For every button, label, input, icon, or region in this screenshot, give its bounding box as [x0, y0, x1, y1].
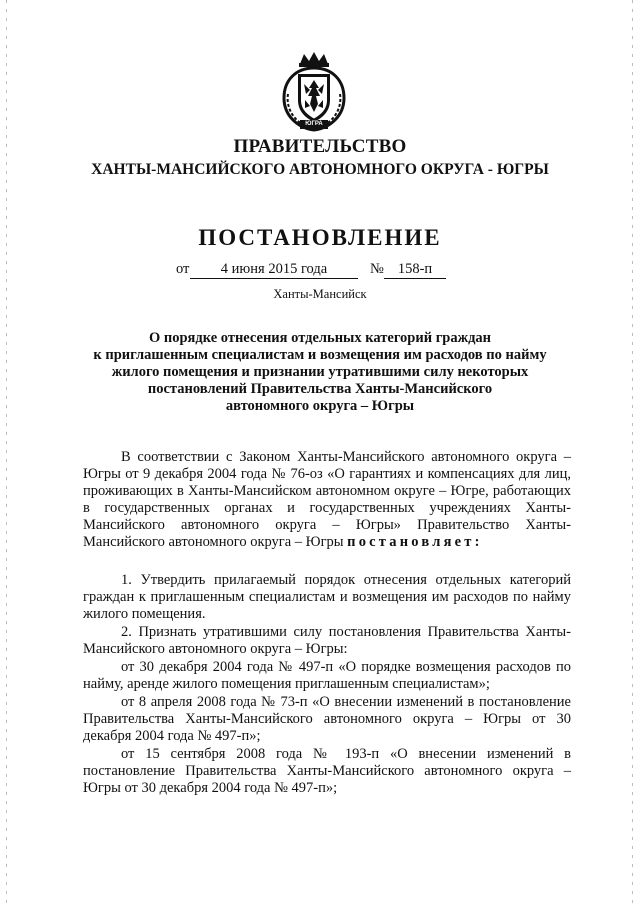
decree-point: 1. Утвердить прилагаемый порядок отнесения отдельных категорий граждан к приглашенным специалистам и возмещения им расходов по найму жилого помещения.	[83, 572, 571, 622]
decree-points	[83, 572, 571, 797]
decree-point: от 8 апреля 2008 года № 73-п «О внесении изменений в постановление Правительства Ханты-Мансийского автономного округа – Югры от 30 декабря 2004 года № 497-п»;	[83, 694, 571, 744]
date-label: от	[176, 261, 190, 277]
emblem-caption: ЮГРА	[305, 121, 323, 127]
decree-point: от 15 сентября 2008 года № 193-п «О внесении изменений в постановление Правительства Ханты-Мансийского автономного округа – Югры от 30 декабря 2004 года № 497-п»;	[83, 746, 571, 796]
subject-line: жилого помещения и признании утратившими силу некоторых	[111, 364, 529, 380]
region-title: ХАНТЫ-МАНСИЙСКОГО АВТОНОМНОГО ОКРУГА - ЮГРЫ	[91, 161, 549, 178]
subject-line: к приглашенным специалистам и возмещения им расходов по найму	[93, 347, 547, 363]
preamble	[83, 449, 571, 551]
government-title: ПРАВИТЕЛЬСТВО	[233, 136, 407, 157]
document-subject	[90, 330, 550, 415]
document-number: 158-п	[384, 260, 446, 279]
subject-line: автономного округа – Югры	[225, 398, 415, 414]
decree-word: постановляет:	[347, 534, 483, 550]
city: Ханты-Мансийск	[273, 287, 367, 301]
number-label: №	[370, 261, 384, 277]
preamble-paragraph	[83, 449, 571, 551]
preamble-text: В соответствии с Законом Ханты-Мансийского автономного округа – Югры от 9 декабря 2004 года № 76-оз «О гарантиях и компенсациях для лиц, проживающих в Ханты-Мансийском автономном округе – Югре, работающих в государственных органах и государственных учреждениях Ханты-Мансийского автономного округа – Югры» Правительство Ханты-Мансийского автономного округа – Югры	[83, 449, 571, 550]
subject-line: постановлений Правительства Ханты-Мансийского	[147, 381, 493, 397]
subject-line: О порядке отнесения отдельных категорий граждан	[148, 330, 492, 346]
document-date: 4 июня 2015 года	[190, 260, 358, 279]
decree-point: 2. Признать утратившими силу постановления Правительства Ханты-Мансийского автономного округа – Югры:	[83, 624, 571, 657]
document-type: ПОСТАНОВЛЕНИЕ	[198, 225, 442, 250]
decree-point: от 30 декабря 2004 года № 497-п «О порядке возмещения расходов по найму, аренде жилого помещения приглашенным специалистам»;	[83, 659, 571, 692]
